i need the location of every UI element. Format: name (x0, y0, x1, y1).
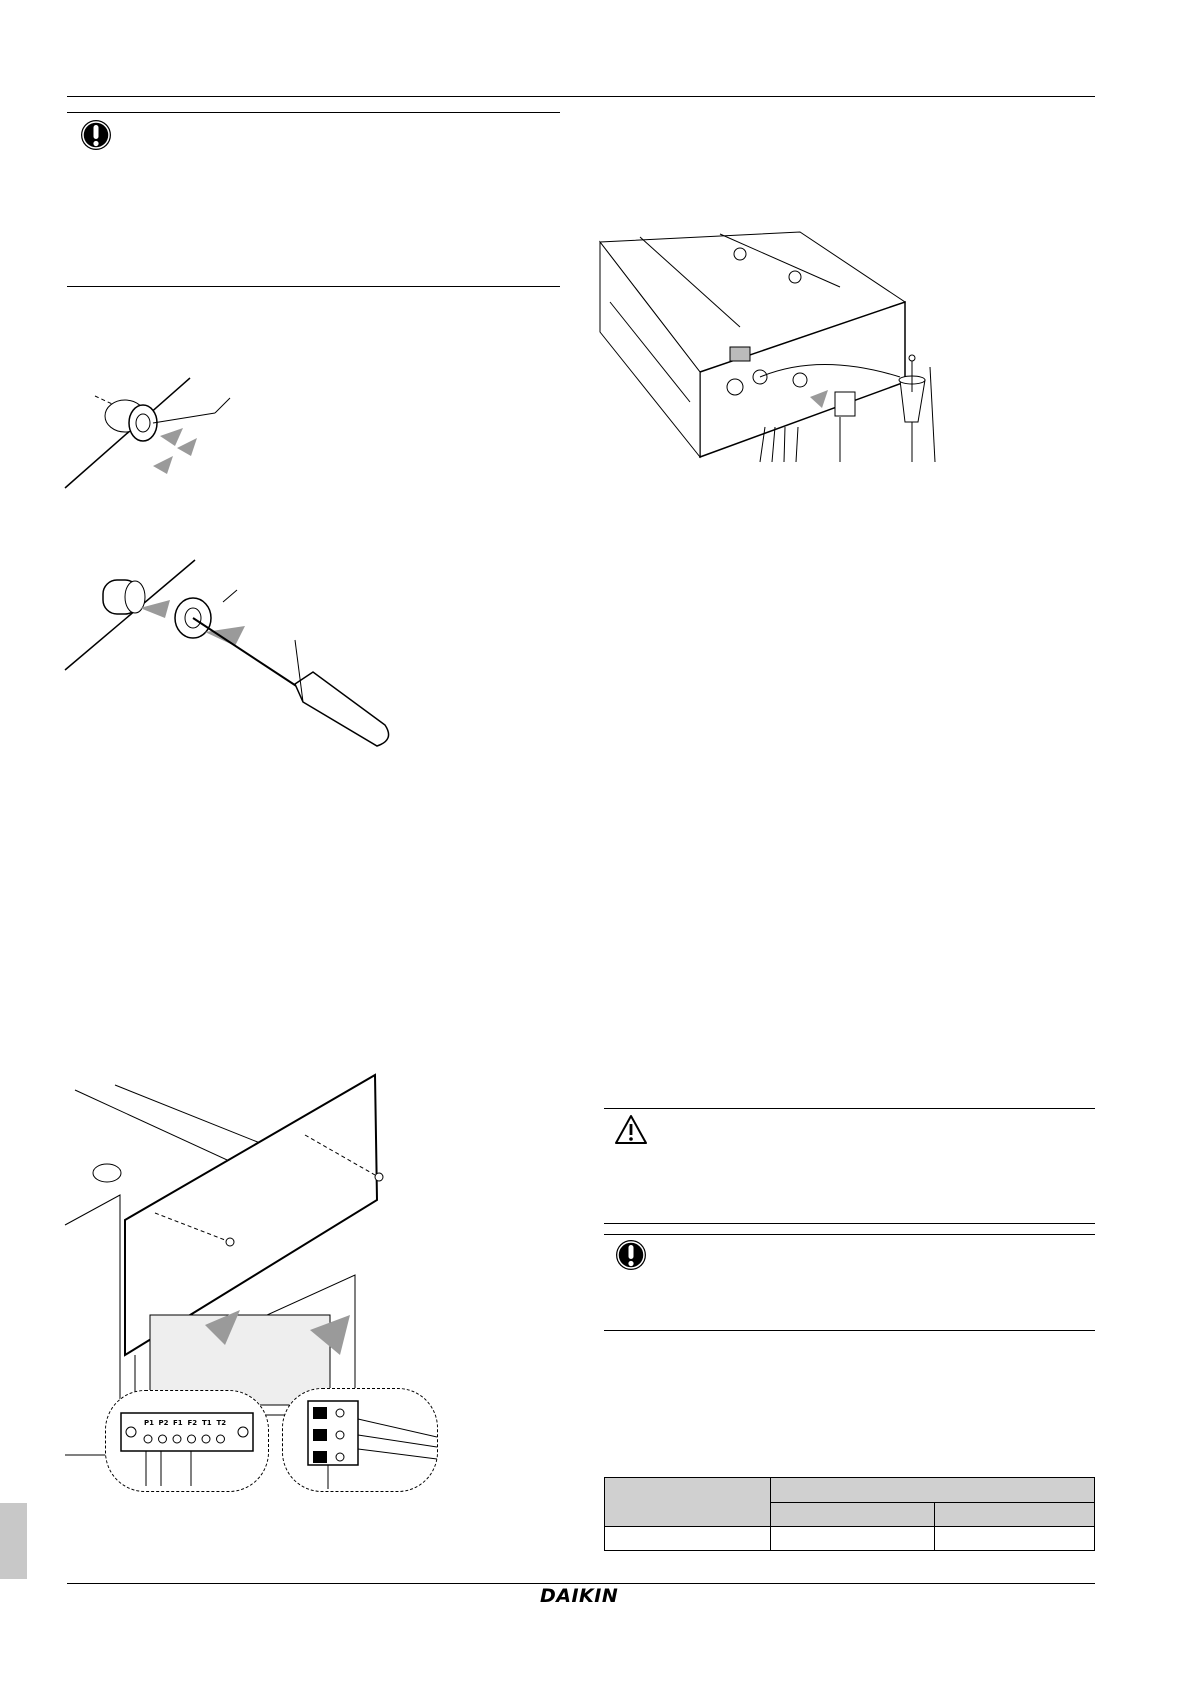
table-row (605, 1478, 1095, 1503)
connector-graphic (283, 1389, 437, 1491)
terminal-pin-label: F2 (187, 1419, 198, 1427)
caution-top-rule (604, 1108, 1095, 1109)
terminal-pin-label: P2 (158, 1419, 169, 1427)
notice-top-rule (67, 112, 560, 113)
exclamation-circle-icon (79, 118, 113, 152)
terminal-screw (202, 1435, 210, 1443)
table-cell (771, 1478, 1095, 1503)
terminal-screw (159, 1435, 167, 1443)
table-cell (935, 1527, 1095, 1551)
header-rule (67, 96, 1095, 97)
caution-bottom-rule (604, 1223, 1095, 1224)
terminal-block-zoom (105, 1390, 269, 1492)
terminal-screw (173, 1435, 181, 1443)
table-row (605, 1527, 1095, 1551)
daikin-logo: DAIKIN (540, 1585, 619, 1607)
terminal-block-graphic (106, 1391, 268, 1491)
table-cell (771, 1527, 935, 1551)
notice-bottom-rule (67, 286, 560, 287)
table-cell (771, 1502, 935, 1527)
terminal-pin-label: T1 (202, 1419, 212, 1427)
side-tab (0, 1503, 27, 1579)
terminal-screw (144, 1435, 152, 1443)
warning-triangle-icon (614, 1113, 648, 1147)
terminal-pin-label: T2 (216, 1419, 227, 1427)
connector-zoom (282, 1388, 438, 1492)
notice2-bottom-rule (604, 1330, 1095, 1331)
terminal-pin-label: F1 (173, 1419, 183, 1427)
notice2-top-rule (604, 1234, 1095, 1235)
terminal-screw (217, 1435, 225, 1443)
footer-rule (67, 1583, 1095, 1584)
terminal-screw (188, 1435, 196, 1443)
exclamation-circle-icon (614, 1238, 648, 1272)
screwdriver-figure (65, 560, 395, 760)
table-cell (605, 1478, 771, 1527)
pipe-seal-figure (65, 378, 245, 490)
indoor-unit-figure (600, 232, 960, 467)
table-cell (605, 1527, 771, 1551)
table-cell (935, 1502, 1095, 1527)
spec-table (604, 1477, 1095, 1551)
terminal-pin-label: P1 (144, 1419, 155, 1427)
